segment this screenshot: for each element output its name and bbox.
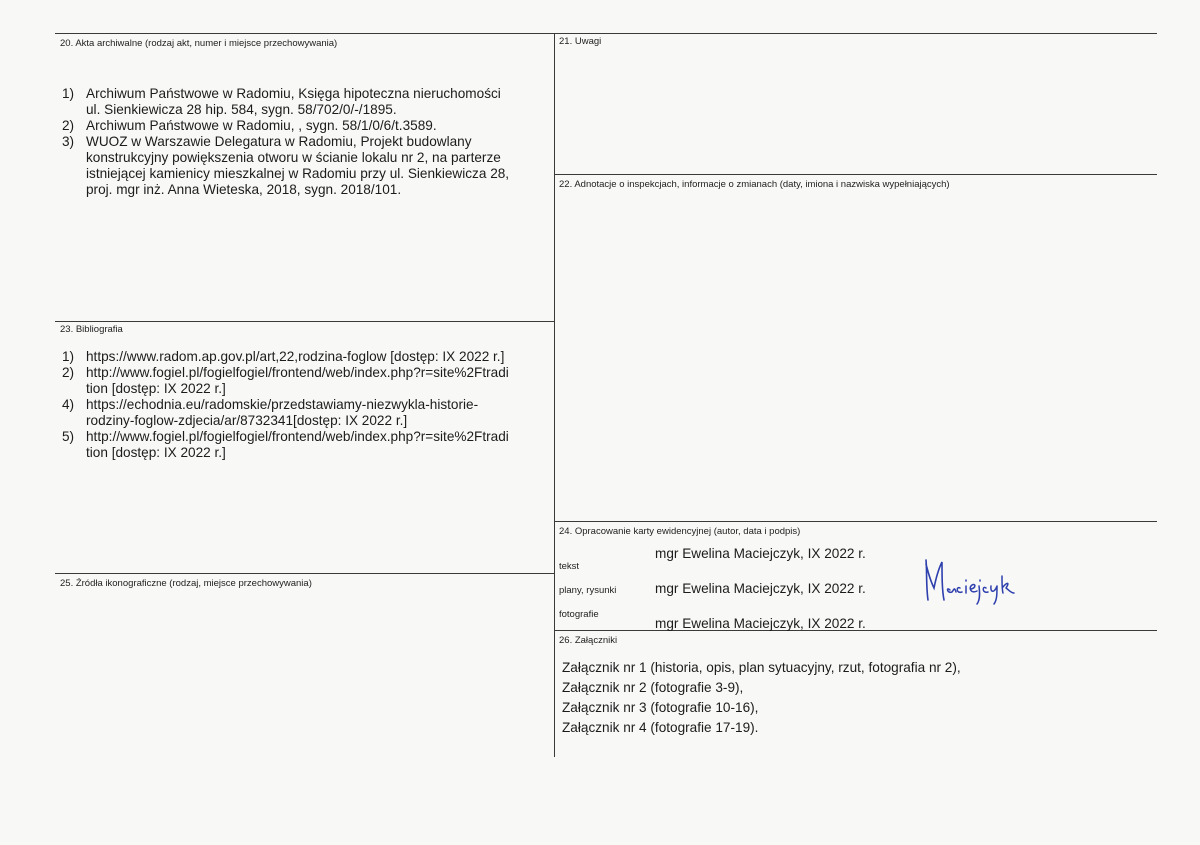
list-item [62, 349, 554, 365]
item-number: 4) [62, 397, 75, 412]
item-line: tion [dostęp: IX 2022 r.] [86, 445, 226, 460]
author-text: mgr Ewelina Maciejczyk, IX 2022 r. [655, 546, 866, 561]
item-line: WUOZ w Warszawie Delegatura w Radomiu, Projekt budowlany [86, 134, 472, 149]
row-label-plans: plany, rysunki [559, 585, 617, 596]
list-item [62, 365, 554, 397]
item-number: 1) [62, 86, 75, 101]
item-number: 5) [62, 429, 75, 444]
list-item [62, 429, 554, 461]
item-line: http://www.fogiel.pl/fogielfogiel/frontend/web/index.php?r=site%2Ftradi [86, 365, 509, 380]
divider-20-23 [55, 321, 554, 322]
item-line: tion [dostęp: IX 2022 r.] [86, 381, 226, 396]
item-line: istniejącej kamienicy mieszkalnej w Radomiu przy ul. Sienkiewicza 28, [86, 166, 510, 181]
bibliography-list [62, 349, 554, 461]
attachment-line: Załącznik nr 3 (fotografie 10-16), [562, 700, 759, 715]
attachment-line: Załącznik nr 4 (fotografie 17-19). [562, 720, 759, 735]
row-label-photos: fotografie [559, 609, 599, 620]
item-line: Archiwum Państwowe w Radomiu, Księga hipoteczna nieruchomości [86, 86, 501, 101]
section-23-title: 23. Bibliografia [60, 324, 123, 335]
row-label-text: tekst [559, 561, 580, 572]
item-number: 2) [62, 365, 75, 380]
item-line: https://echodnia.eu/radomskie/przedstawiamy-niezwykla-historie- [86, 397, 479, 412]
list-item [62, 397, 554, 429]
attachment-line: Załącznik nr 1 (historia, opis, plan sytuacyjny, rzut, fotografia nr 2), [562, 660, 961, 675]
archival-records-list [62, 86, 552, 198]
section-22-title: 22. Adnotacje o inspekcjach, informacje o zmianach (daty, imiona i nazwiska wypełniających) [559, 179, 950, 190]
item-line: ul. Sienkiewicza 28 hip. 584, sygn. 58/702/0/-/1895. [86, 102, 397, 117]
handwritten-signature [920, 556, 1050, 606]
list-item [62, 118, 552, 134]
list-item [62, 134, 552, 198]
item-line: https://www.radom.ap.gov.pl/art,22,rodzina-foglow [dostęp: IX 2022 r.] [86, 349, 505, 364]
author-photos: mgr Ewelina Maciejczyk, IX 2022 r. [655, 616, 866, 631]
divider-22-24 [554, 521, 1157, 522]
section-20-title: 20. Akta archiwalne (rodzaj akt, numer i miejsce przechowywania) [60, 38, 338, 49]
author-plans: mgr Ewelina Maciejczyk, IX 2022 r. [655, 581, 866, 596]
divider-21-22 [554, 174, 1157, 175]
item-line: rodziny-foglow-zdjecia/ar/8732341[dostęp: IX 2022 r.] [86, 413, 408, 428]
item-line: http://www.fogiel.pl/fogielfogiel/frontend/web/index.php?r=site%2Ftradi [86, 429, 509, 444]
column-divider [554, 33, 555, 757]
item-line: proj. mgr inż. Anna Wieteska, 2018, sygn. 2018/101. [86, 182, 402, 197]
section-26-title: 26. Załączniki [559, 635, 618, 646]
list-item [62, 86, 552, 118]
top-border [55, 33, 1157, 34]
section-21-title: 21. Uwagi [559, 36, 602, 47]
item-line: Archiwum Państwowe w Radomiu, , sygn. 58/1/0/6/t.3589. [86, 118, 437, 133]
item-line: konstrukcyjny powiększenia otworu w ścianie lokalu nr 2, na parterze [86, 150, 501, 165]
item-number: 1) [62, 349, 75, 364]
item-number: 3) [62, 134, 75, 149]
section-25-title: 25. Źródła ikonograficzne (rodzaj, miejsce przechowywania) [60, 578, 312, 589]
section-24-title: 24. Opracowanie karty ewidencyjnej (autor, data i podpis) [559, 526, 801, 537]
item-number: 2) [62, 118, 75, 133]
divider-23-25 [55, 573, 554, 574]
attachment-line: Załącznik nr 2 (fotografie 3-9), [562, 680, 744, 695]
